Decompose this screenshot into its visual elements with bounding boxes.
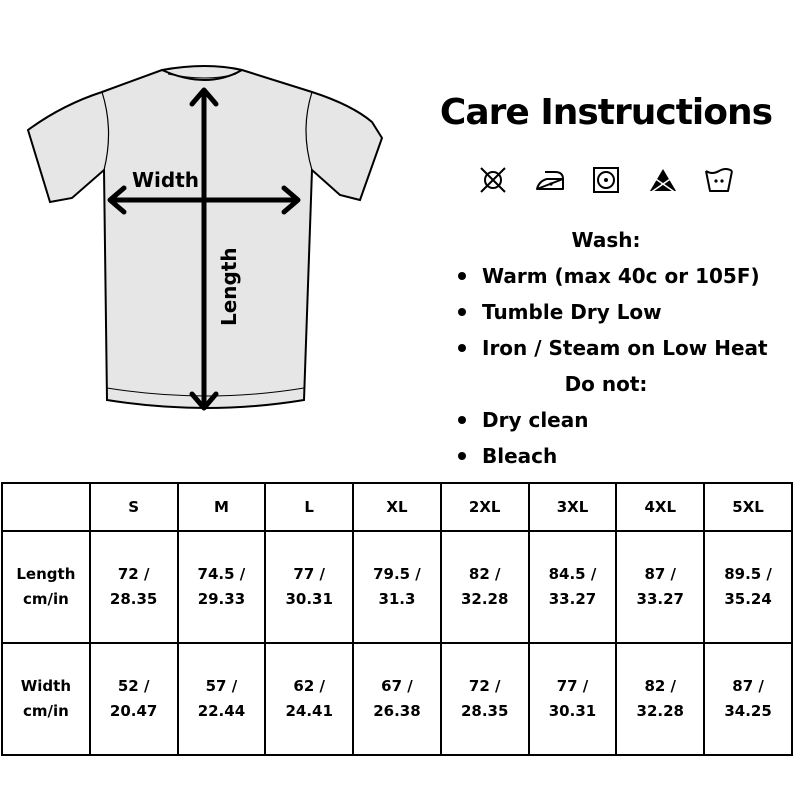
table-cell: 67 / 26.38 <box>353 643 441 755</box>
wash-item-text: Tumble Dry Low <box>482 300 662 324</box>
length-row <box>2 531 792 643</box>
size-chart-table <box>1 482 793 756</box>
width-row <box>2 643 792 755</box>
bullet-icon <box>458 344 466 352</box>
donot-item-text: Bleach <box>482 444 558 468</box>
width-label: Width <box>132 168 200 192</box>
size-header: 5XL <box>704 483 792 531</box>
bullet-icon <box>458 416 466 424</box>
care-instructions-title: Care Instructions <box>439 92 773 133</box>
table-cell: 62 / 24.41 <box>265 643 353 755</box>
size-header: XL <box>353 483 441 531</box>
hand-wash-icon <box>702 163 736 197</box>
donot-item <box>458 438 588 474</box>
care-icons-row <box>476 162 736 198</box>
table-cell: 72 / 28.35 <box>90 531 178 643</box>
tumble-dry-icon <box>589 163 623 197</box>
wash-list <box>458 258 768 366</box>
size-header-row <box>2 483 792 531</box>
bullet-icon <box>458 308 466 316</box>
length-label: Length <box>217 247 241 326</box>
wash-item <box>458 258 768 294</box>
size-header: 4XL <box>616 483 704 531</box>
size-header: M <box>178 483 266 531</box>
wash-item-text: Iron / Steam on Low Heat <box>482 336 768 360</box>
table-cell: 74.5 / 29.33 <box>178 531 266 643</box>
table-cell: 52 / 20.47 <box>90 643 178 755</box>
donot-list <box>458 402 588 474</box>
corner-cell <box>2 483 90 531</box>
bullet-icon <box>458 452 466 460</box>
table-cell: 77 / 30.31 <box>265 531 353 643</box>
donot-item-text: Dry clean <box>482 408 589 432</box>
table-cell: 57 / 22.44 <box>178 643 266 755</box>
wash-item-text: Warm (max 40c or 105F) <box>482 264 760 288</box>
table-cell: 87 / 33.27 <box>616 531 704 643</box>
row-label: Length cm/in <box>2 531 90 643</box>
size-header: 2XL <box>441 483 529 531</box>
donot-heading: Do not: <box>564 372 648 396</box>
size-header: L <box>265 483 353 531</box>
size-header: 3XL <box>529 483 617 531</box>
tshirt-diagram <box>22 60 392 420</box>
iron-low-icon <box>533 163 567 197</box>
table-cell: 72 / 28.35 <box>441 643 529 755</box>
wash-item <box>458 294 768 330</box>
table-cell: 77 / 30.31 <box>529 643 617 755</box>
wash-item <box>458 330 768 366</box>
table-cell: 82 / 32.28 <box>441 531 529 643</box>
table-cell: 82 / 32.28 <box>616 643 704 755</box>
do-not-bleach-icon <box>646 163 680 197</box>
table-cell: 87 / 34.25 <box>704 643 792 755</box>
table-cell: 89.5 / 35.24 <box>704 531 792 643</box>
do-not-wash-icon <box>476 163 510 197</box>
donot-item <box>458 402 588 438</box>
size-header: S <box>90 483 178 531</box>
wash-heading: Wash: <box>571 228 641 252</box>
table-cell: 84.5 / 33.27 <box>529 531 617 643</box>
row-label: Width cm/in <box>2 643 90 755</box>
bullet-icon <box>458 272 466 280</box>
table-cell: 79.5 / 31.3 <box>353 531 441 643</box>
